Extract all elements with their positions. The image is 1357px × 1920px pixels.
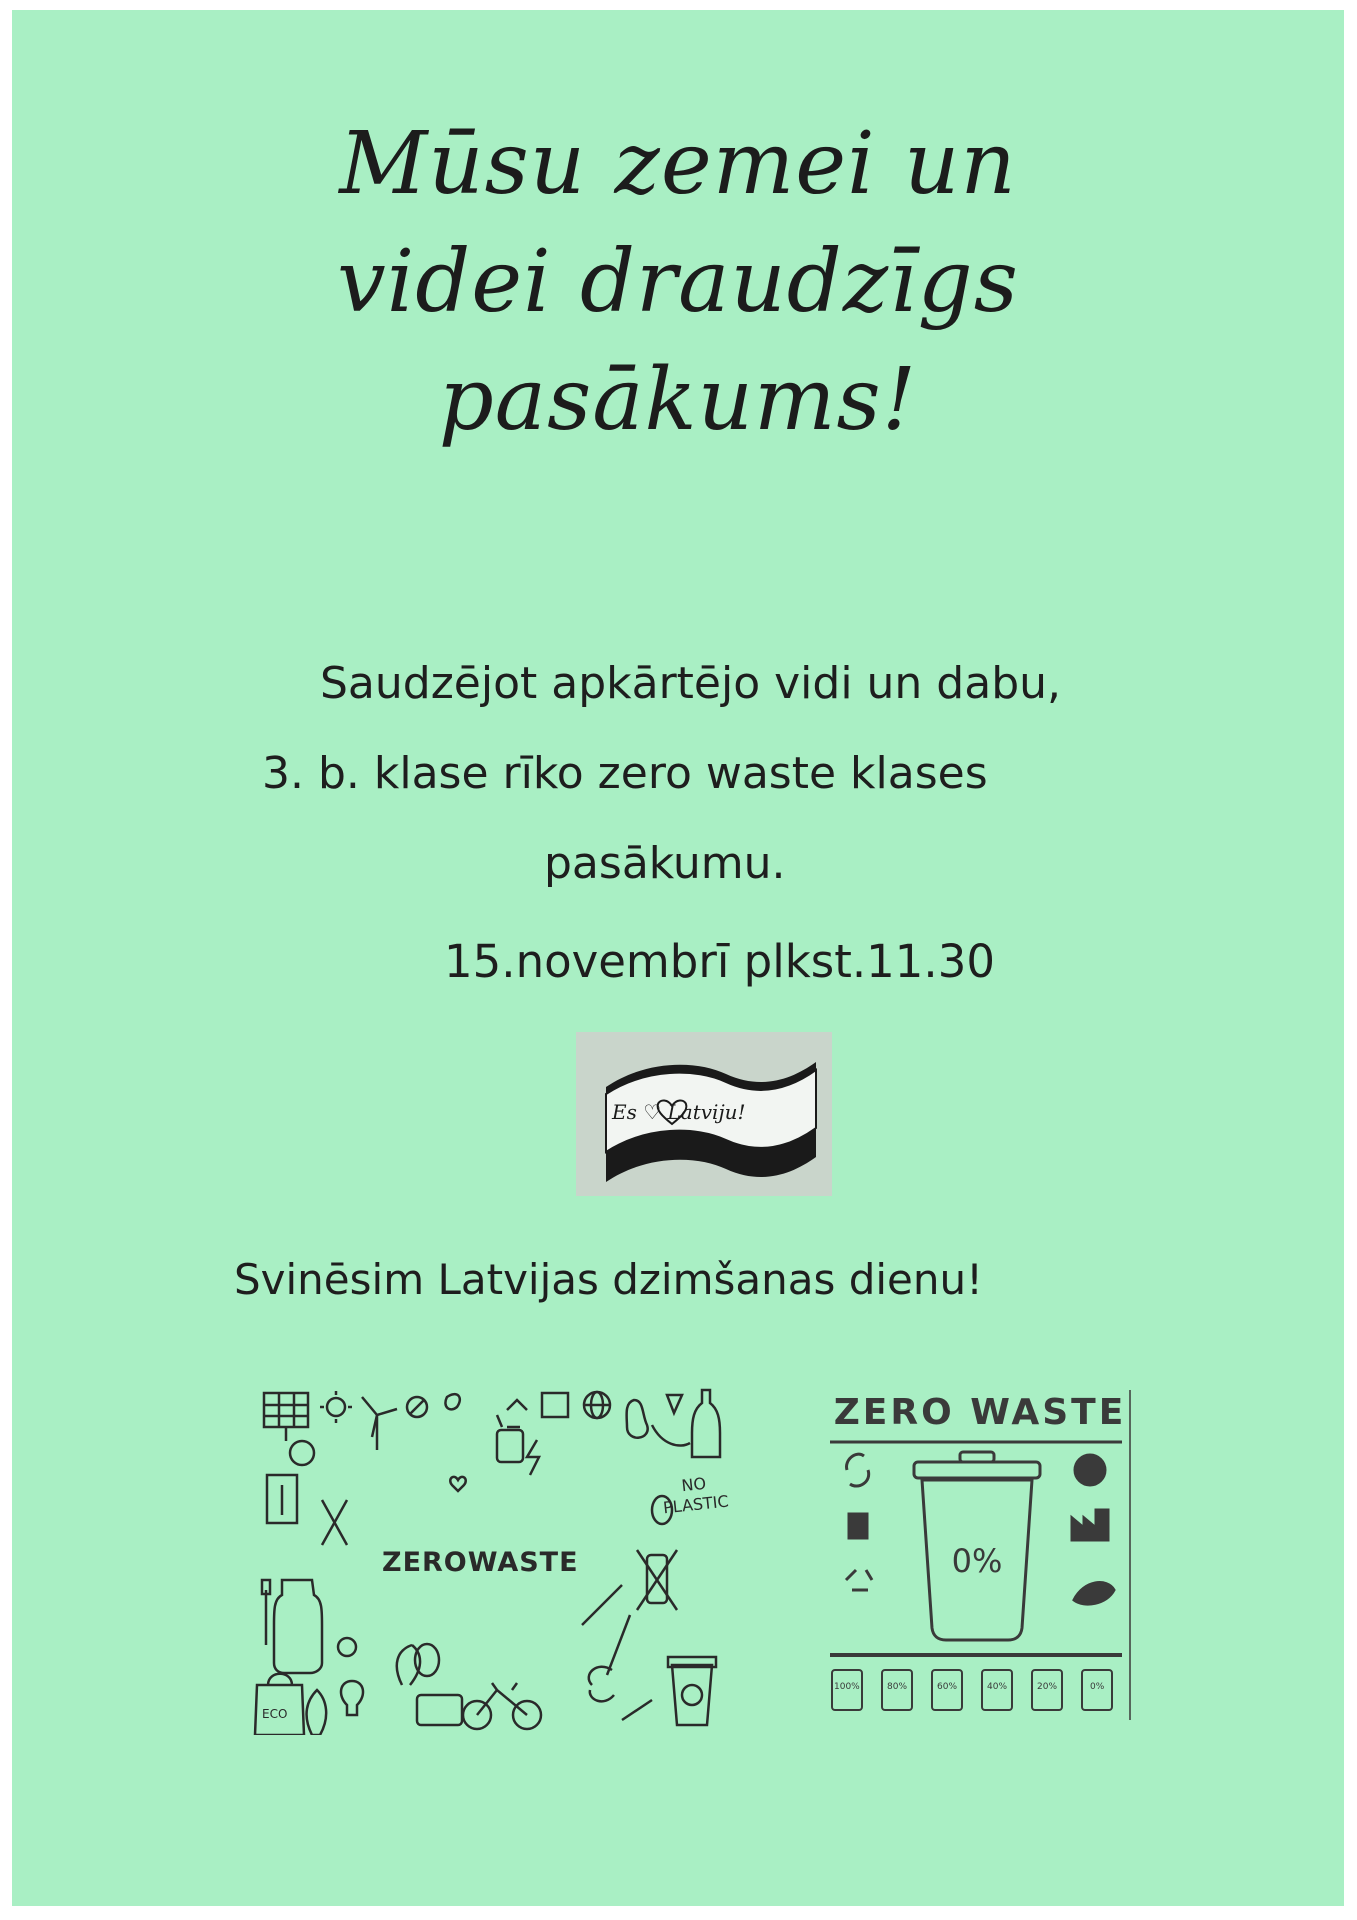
- zerowaste-label: ZEROWASTE: [382, 1547, 579, 1578]
- globe-icon: [1075, 1455, 1105, 1485]
- leaf-icon: [1074, 1583, 1114, 1605]
- cup-label: 40%: [987, 1682, 1008, 1692]
- cup-label: 60%: [937, 1682, 958, 1692]
- cup-label: 0%: [1090, 1682, 1105, 1692]
- intro-line-2: 3. b. klase rīko zero waste klases: [262, 748, 988, 799]
- recycle-icon: [497, 1400, 527, 1427]
- no-plastic-line-2: PLASTIC: [662, 1491, 730, 1518]
- bottle-icon: [692, 1390, 720, 1457]
- no-plastic-label: [660, 1472, 730, 1519]
- title-line-1: Mūsu zemei un: [339, 114, 1017, 214]
- zerowaste-doodle-illustration: [252, 1385, 732, 1735]
- bin-percent-label: 0%: [951, 1542, 1003, 1580]
- cup-label: 100%: [834, 1682, 860, 1692]
- intro-line-1: Saudzējot apkārtējo vidi un dabu,: [320, 658, 1061, 709]
- intro-line-3: pasākumu.: [544, 838, 786, 889]
- cup-label: 80%: [887, 1682, 908, 1692]
- recycle-arrows-icon: [847, 1454, 869, 1486]
- solar-panel-icon: [264, 1393, 308, 1427]
- flyer-title: [12, 105, 1344, 459]
- no-plastic-line-1: NO: [680, 1473, 707, 1496]
- zero-waste-heading: ZERO WASTE: [833, 1392, 1127, 1433]
- flyer-sheet: [12, 10, 1344, 1906]
- cup-label: 20%: [1037, 1682, 1058, 1692]
- jar-icon: [497, 1430, 523, 1462]
- title-line-3: pasākums!: [438, 350, 918, 450]
- coffee-cup-icon: [672, 1665, 712, 1725]
- event-date-time: 15.novembrī plkst.11.30: [444, 935, 995, 988]
- factory-icon: [1072, 1510, 1108, 1540]
- zero-waste-infographic: [822, 1390, 1152, 1740]
- glass-jar-icon: [274, 1580, 322, 1673]
- sun-icon: [327, 1398, 345, 1416]
- flag-slogan: Es ♡ Latviju!: [612, 1100, 746, 1124]
- cup-scale: [822, 1682, 1132, 1702]
- eco-bag-label: ECO: [262, 1707, 288, 1721]
- title-line-2: videi draudzīgs: [337, 232, 1019, 332]
- celebration-line: Svinēsim Latvijas dzimšanas dienu!: [234, 1255, 983, 1304]
